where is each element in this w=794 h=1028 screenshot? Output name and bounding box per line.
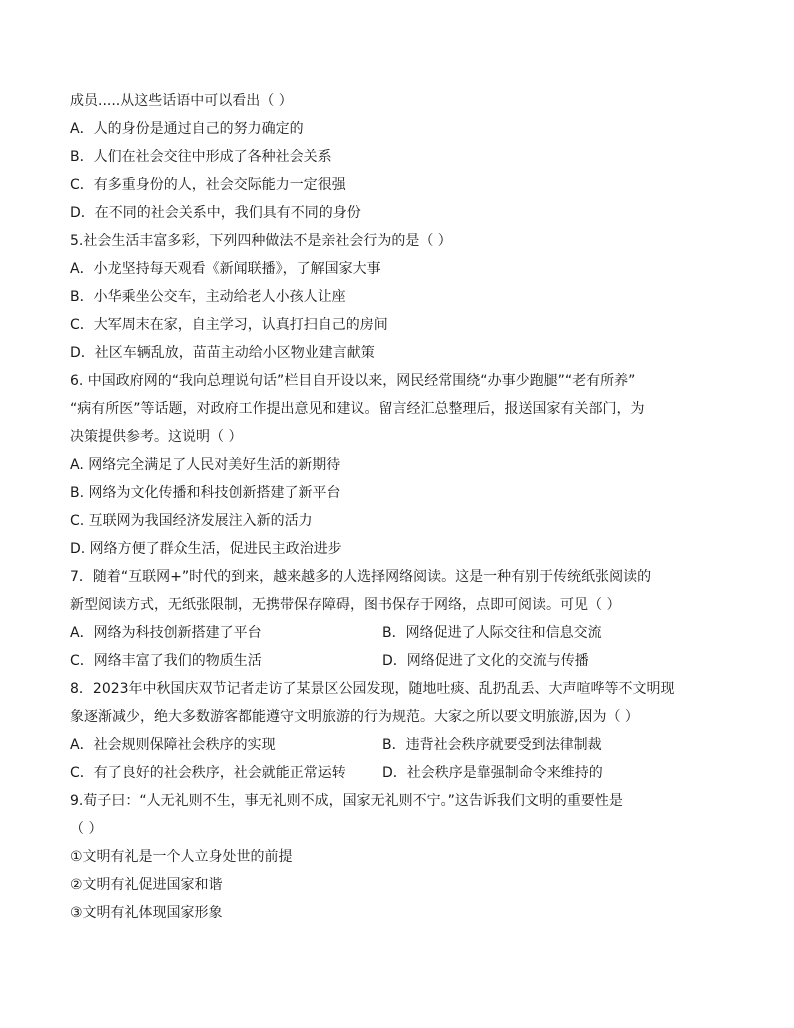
option-4b: B．人们在社会交往中形成了各种社会关系 [70, 149, 332, 165]
option-4d: D．在不同的社会关系中，我们具有不同的身份 [70, 205, 361, 221]
option-8c: C．有了良好的社会秩序，社会就能正常运转 [70, 765, 346, 781]
options-8cd-row [70, 763, 734, 783]
option-8b: B．违背社会秩序就要受到法律制裁 [382, 737, 602, 753]
options-7cd-row [70, 651, 734, 671]
question-5-stem: 5.社会生活丰富多彩，下列四种做法不是亲社会行为的是（ ） [70, 233, 452, 249]
option-4a: A．人的身份是通过自己的努力确定的 [70, 121, 304, 137]
option-7c: C．网络丰富了我们的物质生活 [70, 653, 262, 669]
question-7-stem-line1: 7．随着“互联网+”时代的到来，越来越多的人选择网络阅读。这是一种有别于传统纸张阅读的 [70, 569, 652, 585]
option-6a: A. 网络完全满足了人民对美好生活的新期待 [70, 457, 341, 473]
option-8a: A．社会规则保障社会秩序的实现 [70, 737, 276, 753]
question-6-stem-line3: 决策提供参考。这说明（ ） [70, 429, 243, 445]
option-5d: D．社区车辆乱放，苗苗主动给小区物业建言献策 [70, 345, 375, 361]
statement-9-3: ③文明有礼体现国家形象 [70, 905, 223, 921]
option-5b: B．小华乘坐公交车，主动给老人小孩人让座 [70, 289, 346, 305]
question-6-stem-line1: 6. 中国政府网的“我向总理说句话”栏目自开设以来，网民经常围绕“办事少跑腿”“老有所养” [70, 373, 636, 389]
statement-9-2: ②文明有礼促进国家和谐 [70, 877, 223, 893]
question-9-stem-line1: 9.荀子曰：“人无礼则不生，事无礼则不成，国家无礼则不宁。”这告诉我们文明的重要性是 [70, 793, 623, 809]
option-6c: C. 互联网为我国经济发展注入新的活力 [70, 513, 313, 529]
option-8d: D．社会秩序是靠强制命令来维持的 [382, 765, 603, 781]
option-6b: B. 网络为文化传播和科技创新搭建了新平台 [70, 485, 341, 501]
question-8-stem-line2: 象逐渐减少，绝大多数游客都能遵守文明旅游的行为规范。大家之所以要文明旅游,因为（ ） [70, 709, 639, 725]
options-8ab-row [70, 735, 734, 755]
option-5a: A．小龙坚持每天观看《新闻联播》，了解国家大事 [70, 261, 381, 277]
option-5c: C．大军周末在家，自主学习，认真打扫自己的房间 [70, 317, 388, 333]
option-7b: B．网络促进了人际交往和信息交流 [382, 625, 602, 641]
option-7a: A．网络为科技创新搭建了平台 [70, 625, 262, 641]
statement-9-1: ①文明有礼是一个人立身处世的前提 [70, 849, 293, 865]
question-7-stem-line2: 新型阅读方式，无纸张限制，无携带保存障碍，图书保存于网络，点即可阅读。可见（ ） [70, 597, 621, 613]
question-4-stem-end: 成员.....从这些话语中可以看出（ ） [70, 93, 293, 109]
option-6d: D. 网络方便了群众生活，促进民主政治进步 [70, 541, 342, 557]
options-7ab-row [70, 623, 734, 643]
option-4c: C．有多重身份的人，社会交际能力一定很强 [70, 177, 346, 193]
question-6-stem-line2: “病有所医”等话题，对政府工作提出意见和建议。留言经汇总整理后，报送国家有关部门，为 [70, 401, 645, 417]
option-7d: D．网络促进了文化的交流与传播 [382, 653, 589, 669]
question-8-stem-line1: 8．2023年中秋国庆双节记者走访了某景区公园发现，随地吐痰、乱扔乱丢、大声喧哗等不文明现 [70, 681, 675, 697]
question-9-stem-line2: （ ） [70, 821, 103, 837]
